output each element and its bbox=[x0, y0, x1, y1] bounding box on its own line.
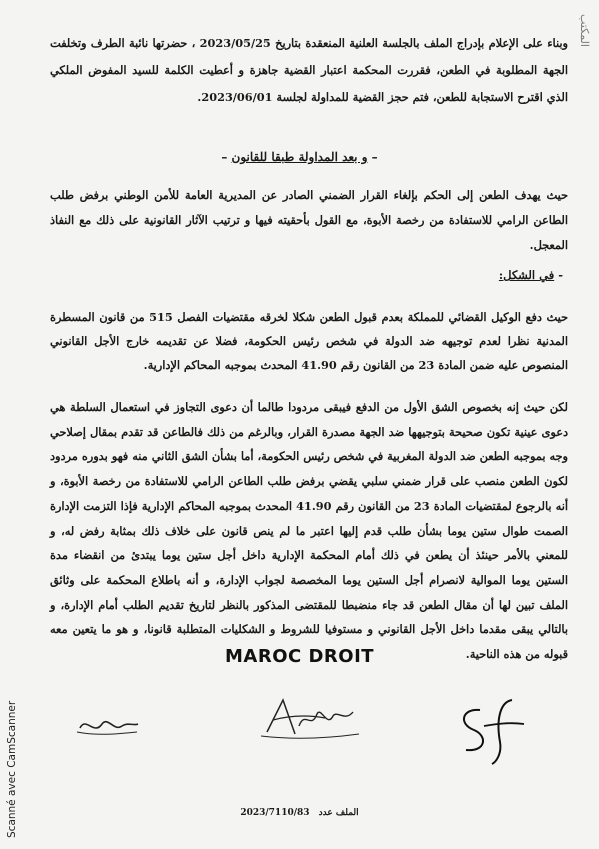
paragraph-claim: حيث يهدف الطعن إلى الحكم بإلغاء القرار الضمني الصادر عن المديرية العامة للأمن الوطني برفض طلب الطاعن الرامي للاستفادة من رخصة الأبوة، مع القول بأحقيته فيها و ترتيب الآثار القانونية على ذلك مع النفاذ المعجل. bbox=[50, 188, 568, 252]
file-reference-number: 2023/7110/83 bbox=[240, 808, 310, 818]
paragraph-objection: حيث دفع الوكيل القضائي للمملكة بعدم قبول الطعن شكلا لخرقه مقتضيات الفصل 515 من قانون المسطرة المدنية نظرا لعدم توجيهه ضد الدولة في شخص رئيس الحكومة، فضلا عن تقديمه خارج الأجل القانوني المنصوص عليه ضمن المادة 23 من القانون رقم 41.90 المحدث بموجبه المحاكم الإدارية. bbox=[50, 310, 568, 372]
scanner-caption: Scanné avec CamScanner bbox=[6, 700, 18, 838]
subheading: - في الشكل: bbox=[498, 268, 563, 282]
file-reference bbox=[0, 808, 599, 818]
subheading-text: في الشكل: bbox=[498, 268, 555, 282]
watermark: MAROC DROIT bbox=[225, 646, 375, 667]
signature-right bbox=[452, 690, 532, 770]
paragraph-hearing: وبناء على الإعلام بإدراج الملف بالجلسة العلنية المنعقدة بتاريخ 2023/05/25 ، حضرتها نائبة الطرف وتخلفت الجهة المطلوبة في الطعن، فقررت المحكمة اعتبار القضية جاهزة و أعطيت الكلمة للسيد المفوض الملكي الذي اقترح الاستجابة للطعن، فتم حجز القضية للمداولة لجلسة 2023/06/01. bbox=[50, 36, 569, 104]
margin-note: المكتب bbox=[578, 14, 591, 47]
paragraph-response: لكن حيث إنه بخصوص الشق الأول من الدفع فيبقى مردودا طالما أن دعوى التجاوز في استعمال السلطة هي دعوى عينية تكون صحيحة بتوجيهها ضد الجهة مصدرة القرار، وبالرغم من ذلك فالطاعن قد تقدم بمقال إصلاحي وجه بموجبه الطعن ضد الدولة المغربية في شخص رئيس الحكومة، أما بشأن الشق الثاني منه فهو بدوره مردود لكون الطعن منصب على قرار ضمني سلبي يقضي برفض طلب الطاعن الرامي للاستفادة من رخصة الأبوة، و أنه بالرجوع لمقتضيات المادة 23 من القانون رقم 41.90 المحدث بموجبه المحاكم الإدارية فإذا التزمت الإدارة الصمت طوال ستين يوما بشأن طلب قدم إليها اعتبر ما لم ينص قانون على خلاف ذلك بمثابة رفض له، و للمعني بالأمر حينئذ أن يطعن في ذلك أمام المحكمة الإدارية داخل أجل ستين يوما يبتدئ من انقضاء مدة الستين يوما الموالية لانصرام أجل الستين يوما المخصصة لجواب الإدارة، و أنه باطلاع المحكمة على وثائق الملف تبين لها أن مقال الطعن قد جاء منضبطا للمقتضى المذكور بالنظر لتاريخ تقديم الطلب أمام الإدارة، و بالتالي يبقى مقدما داخل الأجل القانوني و مستوفيا للشروط و الشكليات المتطلبة قانونا، و هو ما يتعين معه قبوله من هذه الناحية. bbox=[50, 400, 568, 662]
section-heading-text: و بعد المداولة طبقا للقانون bbox=[231, 150, 368, 164]
signature-middle bbox=[255, 692, 365, 747]
file-reference-label: الملف عدد bbox=[318, 808, 359, 818]
section-heading: – و بعد المداولة طبقا للقانون – bbox=[221, 150, 378, 164]
signature-left bbox=[72, 706, 142, 746]
